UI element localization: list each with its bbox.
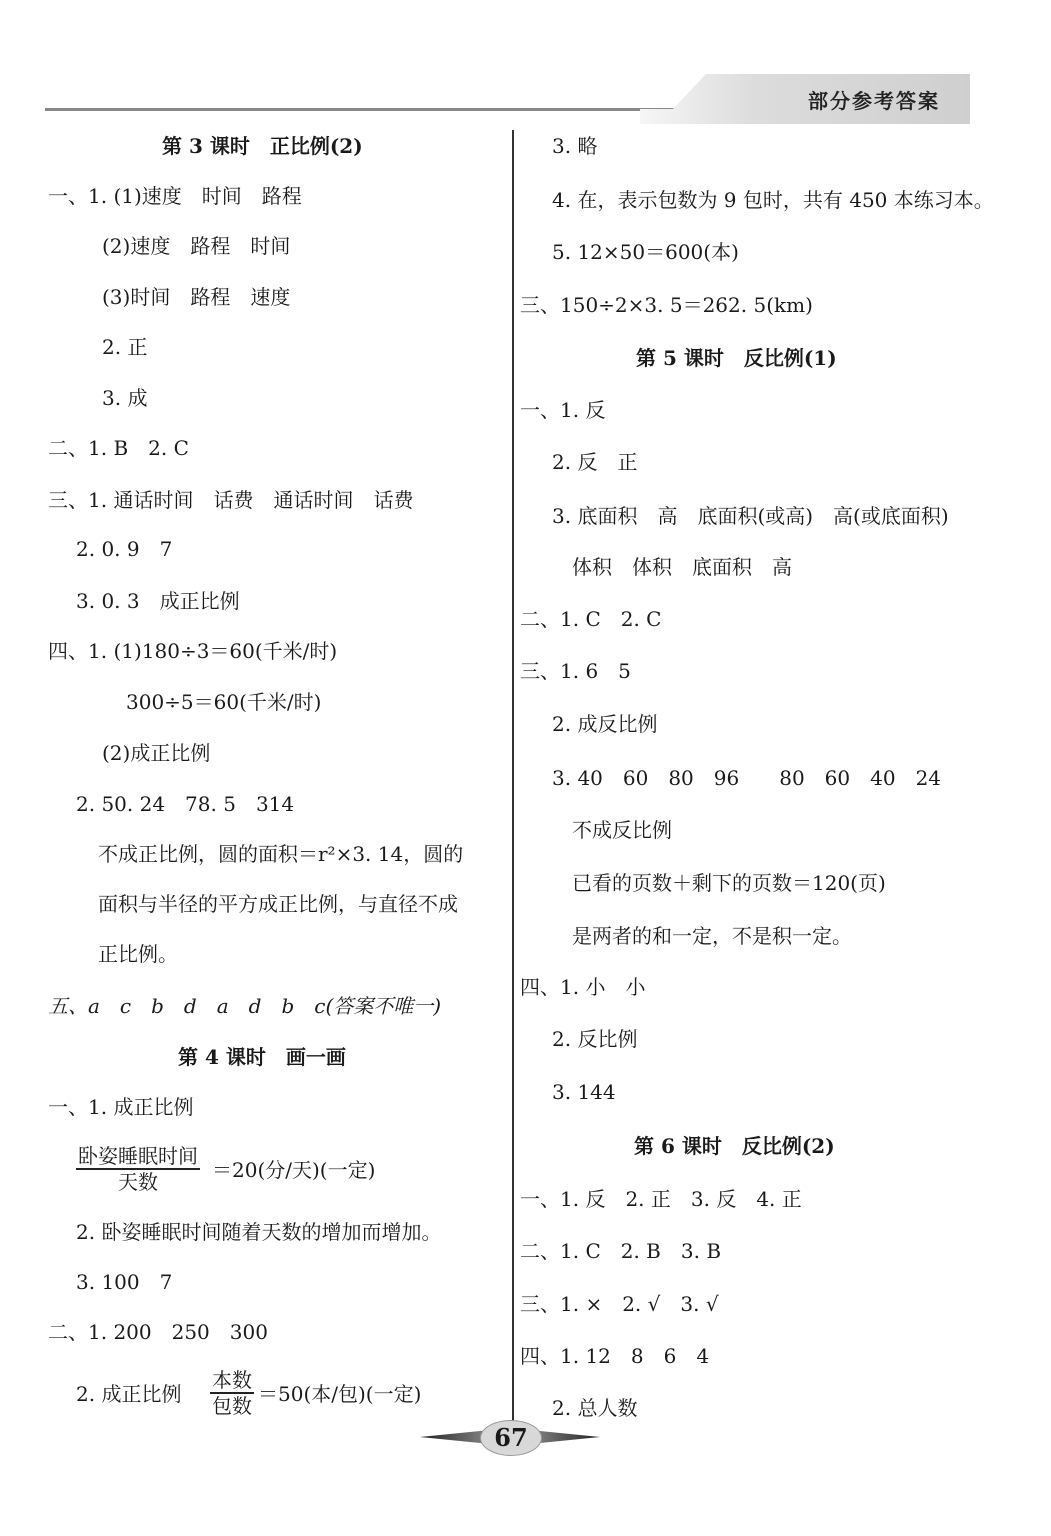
header-title: 部分参考答案 [808, 89, 940, 113]
section-title-lesson4: 第 4 课时 画一画 [178, 1045, 346, 1069]
column-divider [512, 130, 514, 1440]
answer-line: 4. 在，表示包数为 9 包时，共有 450 本练习本。 [552, 188, 994, 212]
fraction-books-per-pack [210, 1368, 254, 1418]
answer-line: 一、1. 反 [520, 398, 606, 422]
answer-line: 3. 略 [552, 134, 598, 158]
answer-line: 一、1. 成正比例 [48, 1095, 194, 1119]
answer-line: 2. 反 正 [552, 450, 638, 474]
answer-line: 二、1. B 2. C [48, 436, 189, 460]
answer-line: ＝50(本/包)(一定) [258, 1382, 422, 1406]
answer-line: 正比例。 [98, 942, 178, 966]
answer-line: 2. 卧姿睡眠时间随着天数的增加而增加。 [76, 1220, 442, 1244]
answer-line: (2)速度 路程 时间 [102, 234, 291, 258]
section-title-lesson5: 第 5 课时 反比例(1) [636, 346, 837, 370]
answer-line: (3)时间 路程 速度 [102, 285, 291, 309]
fraction-sleep-per-day [76, 1144, 200, 1194]
answer-line: ＝20(分/天)(一定) [212, 1158, 376, 1182]
answer-line: 四、1. 12 8 6 4 [520, 1344, 710, 1368]
fraction-numerator: 卧姿睡眠时间 [78, 1144, 198, 1168]
answer-line: 2. 0. 9 7 [76, 537, 173, 561]
answer-line: 3. 成 [102, 386, 148, 410]
answer-line: 体积 体积 底面积 高 [572, 555, 792, 579]
answer-line: 四、1. (1)180÷3＝60(千米/时) [48, 639, 338, 663]
answer-line: 2. 反比例 [552, 1027, 638, 1051]
answer-line: 3. 0. 3 成正比例 [76, 589, 240, 613]
answer-line: 3. 底面积 高 底面积(或高) 高(或底面积) [552, 504, 949, 528]
fraction-numerator: 本数 [212, 1368, 252, 1392]
answer-line: 300÷5＝60(千米/时) [126, 690, 322, 714]
answer-line: 已看的页数＋剩下的页数＝120(页) [572, 871, 886, 895]
page-number-badge [420, 1418, 600, 1458]
answer-line: 二、1. C 2. C [520, 607, 662, 631]
header-rule [45, 108, 735, 111]
page-number: 67 [480, 1420, 542, 1456]
answer-line: 三、1. × 2. √ 3. √ [520, 1292, 719, 1316]
answer-line: 2. 50. 24 78. 5 314 [76, 792, 295, 816]
answer-line: 四、1. 小 小 [520, 975, 646, 999]
answer-line: 5. 12×50＝600(本) [552, 240, 739, 264]
answer-line: 二、1. 200 250 300 [48, 1320, 268, 1344]
answer-line: 2. 成反比例 [552, 712, 658, 736]
answer-line: 三、150÷2×3. 5＝262. 5(km) [520, 293, 813, 317]
answer-line: 二、1. C 2. B 3. B [520, 1239, 722, 1263]
answer-line: 一、1. (1)速度 时间 路程 [48, 184, 302, 208]
answer-line: 3. 40 60 80 96 80 60 40 24 [552, 766, 942, 790]
section-title-lesson6: 第 6 课时 反比例(2) [634, 1134, 835, 1158]
answer-line: 五、a c b d a d b c(答案不唯一) [48, 994, 442, 1018]
answer-line: (2)成正比例 [102, 741, 211, 765]
answer-line: 三、1. 通话时间 话费 通话时间 话费 [48, 488, 414, 512]
answer-line: 3. 144 [552, 1080, 616, 1104]
section-title-lesson3: 第 3 课时 正比例(2) [162, 134, 363, 158]
answer-line: 2. 正 [102, 335, 148, 359]
fraction-denominator: 天数 [118, 1170, 158, 1194]
answer-line: 面积与半径的平方成正比例，与直径不成 [98, 892, 458, 916]
answer-line: 2. 成正比例 [76, 1382, 182, 1406]
answer-line: 3. 100 7 [76, 1270, 173, 1294]
answer-line: 三、1. 6 5 [520, 659, 631, 683]
answer-line: 是两者的和一定，不是积一定。 [572, 924, 852, 948]
answer-line: 一、1. 反 2. 正 3. 反 4. 正 [520, 1187, 802, 1211]
fraction-denominator: 包数 [212, 1394, 252, 1418]
answer-line: 2. 总人数 [552, 1396, 638, 1420]
answer-line: 不成反比例 [572, 818, 672, 842]
answer-line: 不成正比例，圆的面积＝r²×3. 14，圆的 [98, 842, 464, 866]
